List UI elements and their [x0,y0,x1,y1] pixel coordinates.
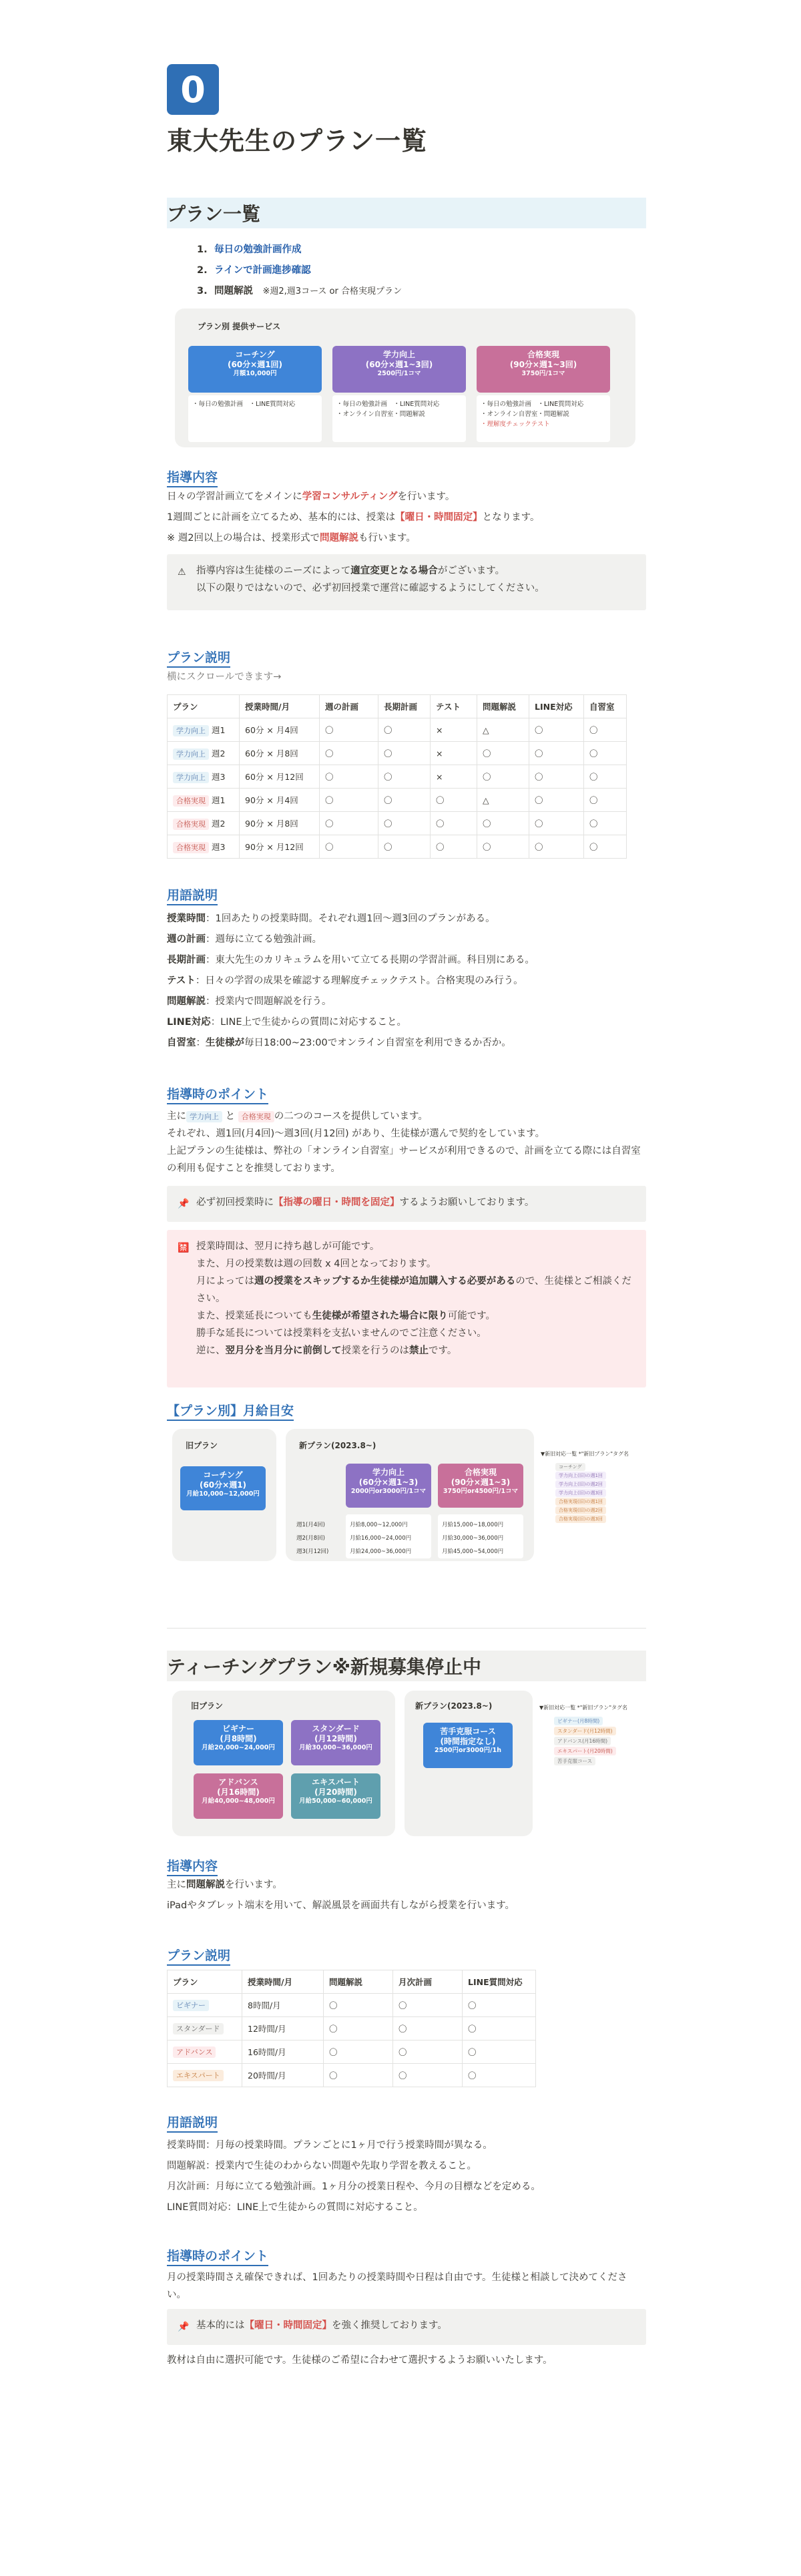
table-header-row [168,695,627,718]
mark-cell: 〇 [584,835,627,859]
time-cell: 90分 × 月4回 [240,789,320,812]
table-row [168,812,627,835]
panel-label: 新プラン(2023.8~) [299,1441,376,1450]
plan-card-expert: エキスパート (月20時間) 月給50,000~60,000円 [291,1773,380,1819]
mark-cell: 〇 [378,765,431,789]
mark-cell: 〇 [584,812,627,835]
column-header: 月次計画 [393,1970,463,1994]
time-cell: 8時間/月 [242,1994,324,2017]
mark-cell: × [431,718,477,742]
terms-list [167,909,646,1054]
mark-cell: 〇 [529,718,584,742]
mark-cell: △ [477,718,529,742]
mark-cell: 〇 [584,765,627,789]
column-header: 授業時間/月 [242,1970,324,1994]
guidance-line: iPadやタブレット端末を用いて、解説風景を画面共有しながら授業を行います。 [167,1900,515,1911]
points-text: 主に 学力向上 と 合格実現 の二つのコースを提供しています。 それぞれ、週1回(月4回)～週3回(月12回) があり、生徒様が選んで契約をしています。 上記プランの生徒様は、弊社の「オンライン自習室」サービスが利用できるので、計画を立てる際には自習室の利用も促すことを推奨しております。 [167,1111,641,1174]
mark-cell: 〇 [477,812,529,835]
time-cell: 90分 × 月12回 [240,835,320,859]
mark-cell: 〇 [584,742,627,765]
table-row [168,718,627,742]
mark-cell: △ [477,789,529,812]
plan-cell: ビギナー [168,1994,242,2017]
guidance-line: 1週間ごとに計画を立てるため、基本的には、授業は【曜日・時間固定】となります。 [167,512,540,523]
term-item: 自習室：生徒様が毎日18:00~23:00でオンライン自習室を利用できるか否か。 [167,1038,511,1048]
prohibited-callout: 🈲 授業時間は、翌月に持ち越しが可能です。 また、月の授業数は週の回数 x 4回となっております。 月によっては週の授業をスキップするか生徒様が追加購入する必要があるので、生徒様とご相談ください。 また、授業延長についても生徒様が希望された場合に限り可能です。 勝手な延長については授業料を支払いませんのでご注意ください。 逆に、翌月分を当月分に前倒して授業を行うのは禁止です。 [167,1230,646,1387]
page-icon: 0 [167,64,219,115]
legend: ▼新旧対応一覧 *"新旧プラン"タグ名 コーチング 学力向上(旧)の週1回 学力向上(旧)の週2回 学力向上(旧)の週3回 合格実現(旧)の週1回 合格実現(旧)の週2回 合格実現(旧)の週3回 [541,1451,629,1522]
plan-card-improve: 学力向上 (60分×週1~3) 2000円or3000円/1コマ [346,1464,431,1508]
plan-cell: 学力向上 週3 [168,765,240,789]
mark-cell: 〇 [463,2017,536,2041]
legend: ▼新旧対応一覧 *"新旧プラン"タグ名 ビギナー(月8時間) スタンダード(月12時間) アドバンス(月16時間) エキスパート(月20時間) 苦手克服コース [539,1705,628,1764]
tag-pass: 合格実現 [238,1111,274,1122]
mark-cell: 〇 [324,2041,393,2064]
mark-cell: 〇 [378,742,431,765]
scroll-note: 横にスクロールできます→ [167,672,282,682]
heading-points: 指導時のポイント [167,1084,268,1104]
mark-cell: 〇 [393,2017,463,2041]
column-header: LINE対応 [529,695,584,718]
plan-table [167,694,627,859]
points-text: 月の授業時間さえ確保できれば、1回あたりの授業時間や日程は自由です。生徒様と相談して決めてください。 [167,2272,627,2300]
table-row [168,835,627,859]
table-row [168,1994,536,2017]
mark-cell: × [431,742,477,765]
plan-card-weakness: 苦手克服コース (時間指定なし) 2500円or3000円/1h [423,1723,513,1768]
mark-cell: 〇 [463,2041,536,2064]
table-row [168,789,627,812]
mark-cell: 〇 [320,765,378,789]
mark-cell: 〇 [378,718,431,742]
column-header: 長期計画 [378,695,431,718]
mark-cell: 〇 [324,2017,393,2041]
column-header: 問題解説 [324,1970,393,1994]
mark-cell: 〇 [320,789,378,812]
pin-icon: 📌 [178,1199,190,1209]
term-item: 長期計画：東大先生のカリキュラムを用いて立てる長期の学習計画。科目別にある。 [167,955,535,965]
term-item: LINE質問対応：LINE上で生徒からの質問に対応すること。 [167,2202,423,2213]
time-cell: 60分 × 月12回 [240,765,320,789]
term-item: テスト：日々の学習の成果を確認する理解度チェックテスト。合格実現のみ行う。 [167,976,523,986]
mark-cell: 〇 [529,742,584,765]
points-text: 教材は自由に選択可能です。生徒様のご希望に合わせて選択するようお願いいたします。 [167,2355,553,2366]
mark-cell: 〇 [378,789,431,812]
guidance-line: 日々の学習計画立てをメインに学習コンサルティングを行います。 [167,491,455,502]
mark-cell: 〇 [378,812,431,835]
time-cell: 16時間/月 [242,2041,324,2064]
mark-cell: 〇 [477,765,529,789]
salary-box: 月給8,000~12,000円 月給16,000~24,000円 月給24,000~36,000円 [346,1514,431,1558]
mark-cell: 〇 [477,742,529,765]
term-item: 問題解説：授業内で問題解説を行う。 [167,996,332,1007]
page-title: 東大先生のプラン一覧 [167,126,428,156]
table-row [168,2064,536,2087]
list-item: 1. 毎日の勉強計画作成 [197,244,302,255]
term-item: LINE対応：LINE上で生徒からの質問に対応すること。 [167,1017,407,1028]
plan-cell: 合格実現 週3 [168,835,240,859]
mark-cell: 〇 [529,812,584,835]
plan-card-improve: 学力向上 (60分×週1~3回) 2500円/1コマ [332,346,466,393]
mark-cell: × [431,765,477,789]
table-row [168,2041,536,2064]
mark-cell: 〇 [324,2064,393,2087]
row-labels: 週1(月4回) 週2(月8回) 週3(月12回) [296,1522,329,1555]
mark-cell: 〇 [320,835,378,859]
mark-cell: 〇 [463,2064,536,2087]
column-header: 問題解説 [477,695,529,718]
teaching-plan-table [167,1970,536,2087]
plan-card-pass: 合格実現 (90分×週1~3) 3750円or4500円/1コマ [438,1464,523,1508]
time-cell: 12時間/月 [242,2017,324,2041]
table-row [168,742,627,765]
heading-terms: 用語説明 [167,885,218,905]
plan-card-features: ・毎日の勉強計画 ・LINE質問対応 [188,395,322,442]
panel-label: 新プラン(2023.8~) [415,1701,493,1711]
pin-callout: 📌 基本的には【曜日・時間固定】を強く推奨しております。 [167,2309,646,2345]
plan-cell: エキスパート [168,2064,242,2087]
plan-card-advance: アドバンス (月16時間) 月給40,000~48,000円 [194,1773,283,1819]
plan-cell: 合格実現 週1 [168,789,240,812]
plan-cell: スタンダード [168,2017,242,2041]
column-header: LINE質問対応 [463,1970,536,1994]
guidance-line: ※ 週2回以上の場合は、授業形式で問題解説も行います。 [167,533,416,544]
plan-card-features: ・毎日の勉強計画 ・LINE質問対応 ・オンライン自習室・問題解説 ・理解度チェックテスト [477,395,610,442]
plan-cell: 学力向上 週2 [168,742,240,765]
tag-improve: 学力向上 [186,1111,222,1122]
mark-cell: 〇 [529,789,584,812]
term-item: 問題解説：授業内で生徒のわからない問題や先取り学習を教えること。 [167,2161,477,2171]
heading-guidance: 指導内容 [167,467,218,487]
salary-box: 月給15,000~18,000円 月給30,000~36,000円 月給45,000~54,000円 [438,1514,523,1558]
plan-card-standard: スタンダード (月12時間) 月給30,000~36,000円 [291,1720,380,1765]
terms-list [167,2135,646,2218]
term-item: 授業時間：1回あたりの授業時間。それぞれ週1回～週3回のプランがある。 [167,913,495,924]
heading-monthly: 【プラン別】月給目安 [167,1401,294,1421]
diagram-label: プラン別 提供サービス [198,322,281,331]
table-row [168,2017,536,2041]
prohibited-icon: 🈲 [178,1243,190,1253]
mark-cell: 〇 [320,812,378,835]
column-header: 授業時間/月 [240,695,320,718]
mark-cell: 〇 [529,765,584,789]
term-item: 月次計画：月毎に立てる勉強計画。1ヶ月分の授業日程や、今月の目標などを定める。 [167,2181,541,2192]
list-item: 2. ラインで計画進捗確認 [197,265,311,276]
warning-icon: ⚠ [178,567,186,578]
time-cell: 60分 × 月4回 [240,718,320,742]
time-cell: 90分 × 月8回 [240,812,320,835]
table-header-row [168,1970,536,1994]
plan-card-pass: 合格実現 (90分×週1~3回) 3750円/1コマ [477,346,610,393]
mark-cell: 〇 [477,835,529,859]
plan-card-features: ・毎日の勉強計画 ・LINE質問対応 ・オンライン自習室・問題解説 [332,395,466,442]
pin-callout: 📌 必ず初回授業時に【指導の曜日・時間を固定】するようお願いしております。 [167,1186,646,1222]
heading-plan: プラン説明 [167,648,230,668]
mark-cell: 〇 [584,718,627,742]
table-row [168,765,627,789]
pin-icon: 📌 [178,2322,190,2332]
mark-cell: 〇 [320,718,378,742]
column-header: プラン [168,1970,242,1994]
plan-cell: アドバンス [168,2041,242,2064]
term-item: 週の計画：週毎に立てる勉強計画。 [167,934,322,945]
heading-plan: プラン説明 [167,1946,230,1966]
plan-card-coaching: コーチング (60分×週1回) 月額10,000円 [188,346,322,393]
column-header: プラン [168,695,240,718]
plan-card-beginner: ビギナー (月8時間) 月給20,000~24,000円 [194,1720,283,1765]
plan-card-coaching: コーチング (60分×週1) 月給10,000~12,000円 [180,1466,266,1510]
panel-label: 旧プラン [186,1441,218,1450]
column-header: 自習室 [584,695,627,718]
section-heading-teaching: ティーチングプラン※新規募集停止中 [167,1651,646,1681]
panel-label: 旧プラン [191,1701,224,1711]
mark-cell: 〇 [463,1994,536,2017]
time-cell: 60分 × 月8回 [240,742,320,765]
guidance-line: 主に問題解説を行います。 [167,1880,282,1890]
column-header: 週の計画 [320,695,378,718]
mark-cell: 〇 [324,1994,393,2017]
warning-callout: ⚠ 指導内容は生徒様のニーズによって適宜変更となる場合がございます。 以下の限りではないので、必ず初回授業で運営に確認するようにしてください。 [167,554,646,610]
mark-cell: 〇 [584,789,627,812]
term-item: 授業時間：月毎の授業時間。プランごとに1ヶ月で行う授業時間が異なる。 [167,2140,493,2151]
mark-cell: 〇 [393,1994,463,2017]
mark-cell: 〇 [431,789,477,812]
time-cell: 20時間/月 [242,2064,324,2087]
heading-guidance: 指導内容 [167,1856,218,1876]
divider [167,1628,646,1629]
mark-cell: 〇 [431,835,477,859]
mark-cell: 〇 [320,742,378,765]
mark-cell: 〇 [393,2064,463,2087]
heading-points: 指導時のポイント [167,2246,268,2266]
plan-cell: 合格実現 週2 [168,812,240,835]
mark-cell: 〇 [431,812,477,835]
section-heading-plan-list: プラン一覧 [167,198,646,228]
mark-cell: 〇 [529,835,584,859]
column-header: テスト [431,695,477,718]
mark-cell: 〇 [378,835,431,859]
list-item: 3. 問題解説 ※週2,週3コース or 合格実現プラン [197,286,402,296]
plan-cell: 学力向上 週1 [168,718,240,742]
mark-cell: 〇 [393,2041,463,2064]
heading-terms: 用語説明 [167,2113,218,2133]
